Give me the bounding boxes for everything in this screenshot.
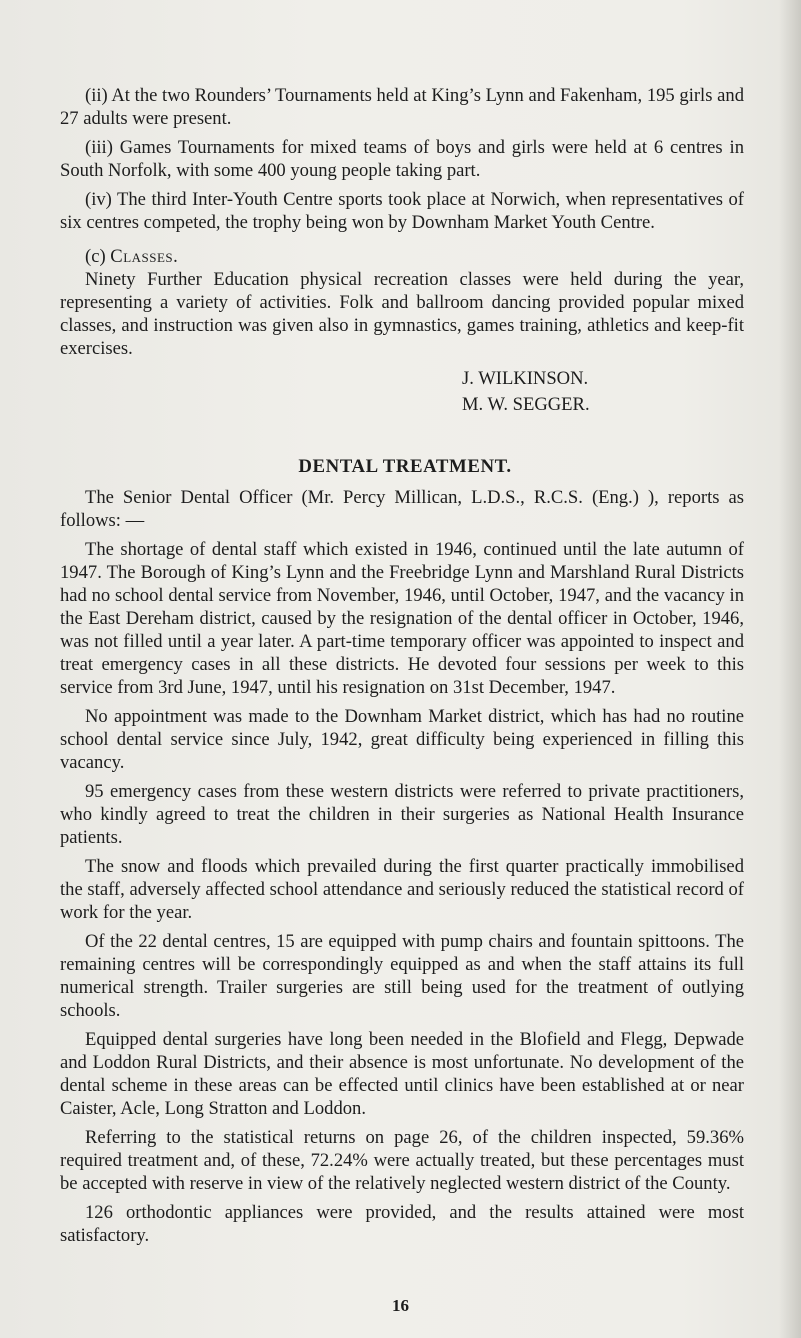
paragraph-dental-centres: Of the 22 dental centres, 15 are equipped with pump chairs and fountain spittoons. The remaining centres will be correspondingly equipped as and when the staff attains its full numerical strength. Trailer surgeries are still being used for the treatment of outlying schools.: [60, 931, 744, 1021]
paragraph-dental-orthodontic: 126 orthodontic appliances were provided, and the results attained were most satisfactory.: [60, 1202, 744, 1246]
page-content: [60, 84, 744, 1253]
paragraph-dental-downham: No appointment was made to the Downham Market district, which has had no routine school dental service since July, 1942, great difficulty being experienced in filling this vacancy.: [60, 706, 744, 773]
paragraph-dental-intro: The Senior Dental Officer (Mr. Percy Millican, L.D.S., R.C.S. (Eng.) ), reports as follows: —: [60, 487, 744, 531]
signature-wilkinson: J. WILKINSON.: [462, 368, 589, 389]
paragraph-games-tournaments: (iii) Games Tournaments for mixed teams of boys and girls were held at 6 centres in South Norfolk, with some 400 young people taking part.: [60, 137, 744, 181]
paragraph-dental-shortage: The shortage of dental staff which existed in 1946, continued until the late autumn of 1947. The Borough of King’s Lynn and the Freebridge Lynn and Marshland Rural Districts had no school dental service from November, 1946, until October, 1947, and the vacancy in the East Dereham district, caused by the resignation of the dental officer in October, 1946, was not filled until a year later. A part-time temporary officer was appointed to inspect and treat emergency cases in all these districts. He devoted four sessions per week to this service from 3rd June, 1947, until his resignation on 31st December, 1947.: [60, 539, 744, 698]
paragraph-classes: Ninety Further Education physical recreation classes were held during the year, representing a variety of activities. Folk and ballroom dancing provided popular mixed classes, and instruction was given also in gymnastics, games training, athletics and keep-fit exercises.: [60, 269, 744, 359]
section-title-dental-treatment: DENTAL TREATMENT.: [298, 456, 512, 477]
paragraph-dental-surgeries: Equipped dental surgeries have long been needed in the Blofield and Flegg, Depwade and Loddon Rural Districts, and their absence is most unfortunate. No development of the dental scheme in these areas can be effected until clinics have been established at or near Caister, Acle, Long Stratton and Loddon.: [60, 1029, 744, 1119]
paragraph-dental-snow: The snow and floods which prevailed during the first quarter practically immobilised the staff, adversely affected school attendance and seriously reduced the statistical record of work for the year.: [60, 856, 744, 923]
paragraph-dental-statistics: Referring to the statistical returns on page 26, of the children inspected, 59.36% required treatment and, of these, 72.24% were actually treated, but these percentages must be accepted with reserve in view of the relatively neglected western district of the County.: [60, 1127, 744, 1194]
page-edge-shadow: [779, 0, 801, 1338]
paragraph-rounders-tournaments: (ii) At the two Rounders’ Tournaments held at King’s Lynn and Fakenham, 195 girls and 27 adults were present.: [60, 85, 744, 129]
section-label: (c): [85, 246, 106, 267]
page-number: 16: [392, 1296, 409, 1315]
signature-segger: M. W. SEGGER.: [462, 394, 590, 415]
paragraph-inter-youth-sports: (iv) The third Inter-Youth Centre sports took place at Norwich, when representatives of six centres competed, the trophy being won by Downham Market Youth Centre.: [60, 189, 744, 233]
paragraph-dental-emergency: 95 emergency cases from these western districts were referred to private practitioners, who kindly agreed to treat the children in their surgeries as National Health Insurance patients.: [60, 781, 744, 848]
section-heading-classes: [60, 245, 744, 268]
section-title: Classes.: [110, 246, 179, 267]
